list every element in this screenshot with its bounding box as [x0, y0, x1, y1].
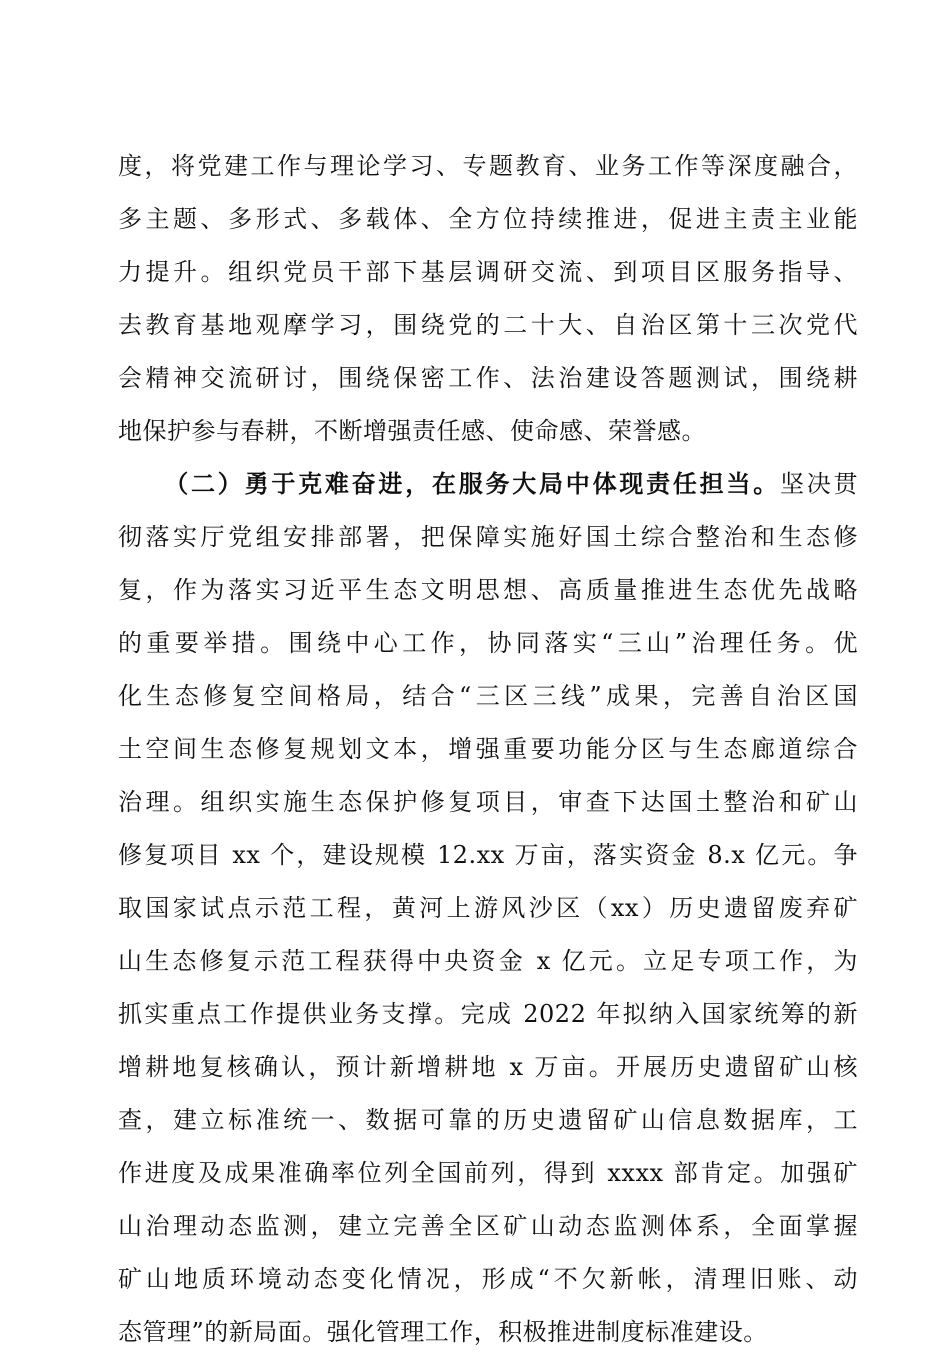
text-line: 山生态修复示范工程获得中央资金 x 亿元。立足专项工作，为 [118, 947, 858, 975]
text-line: 态管理”的新局面。强化管理工作，积极推进制度标准建设。 [118, 1318, 768, 1346]
text-line: 力提升。组织党员干部下基层调研交流、到项目区服务指导、 [118, 258, 858, 286]
text-line: 取国家试点示范工程，黄河上游风沙区（xx）历史遗留废弃矿 [118, 894, 858, 922]
paragraph-2 [118, 458, 858, 1359]
text-line: 查，建立标准统一、数据可靠的历史遗留矿山信息数据库，工 [118, 1106, 858, 1134]
text-line: 会精神交流研讨，围绕保密工作、法治建设答题测试，围绕耕 [118, 364, 858, 392]
text-line: 治理。组织实施生态保护修复项目，审查下达国土整治和矿山 [118, 788, 858, 816]
text-line-heading [118, 458, 858, 511]
text-line: 增耕地复核确认，预计新增耕地 x 万亩。开展历史遗留矿山核 [118, 1053, 858, 1081]
text-line: 山治理动态监测，建立完善全区矿山动态监测体系，全面掌握 [118, 1212, 858, 1240]
text-line: 抓实重点工作提供业务支撑。完成 2022 年拟纳入国家统筹的新 [118, 1000, 858, 1028]
text-line: 土空间生态修复规划文本，增强重要功能分区与生态廊道综合 [118, 735, 858, 763]
text-line: 作进度及成果准确率位列全国前列，得到 xxxx 部肯定。加强矿 [118, 1159, 858, 1187]
text-line: 复，作为落实习近平生态文明思想、高质量推进生态优先战略 [118, 576, 858, 604]
text-line: 矿山地质环境动态变化情况，形成“不欠新帐，清理旧账、动 [118, 1265, 858, 1293]
text-line: 修复项目 xx 个，建设规模 12.xx 万亩，落实资金 8.x 亿元。争 [118, 841, 858, 869]
body-text [118, 140, 858, 1359]
heading-line-rest: 坚决贯 [779, 470, 859, 498]
text-line: 化生态修复空间格局，结合“三区三线”成果，完善自治区国 [118, 682, 858, 710]
text-line: 度，将党建工作与理论学习、专题教育、业务工作等深度融合， [118, 152, 858, 180]
text-line: 地保护参与春耕，不断增强责任感、使命感、荣誉感。 [118, 417, 706, 445]
text-line: 的重要举措。围绕中心工作，协同落实“三山”治理任务。优 [118, 629, 858, 657]
text-line: 多主题、多形式、多载体、全方位持续推进，促进主责主业能 [118, 205, 858, 233]
text-line: 彻落实厅党组安排部署，把保障实施好国土综合整治和生态修 [118, 523, 858, 551]
text-line: 去教育基地观摩学习，围绕党的二十大、自治区第十三次党代 [118, 311, 858, 339]
section-heading: （二）勇于克难奋进，在服务大局中体现责任担当。 [162, 470, 780, 498]
paragraph-1 [118, 140, 858, 458]
